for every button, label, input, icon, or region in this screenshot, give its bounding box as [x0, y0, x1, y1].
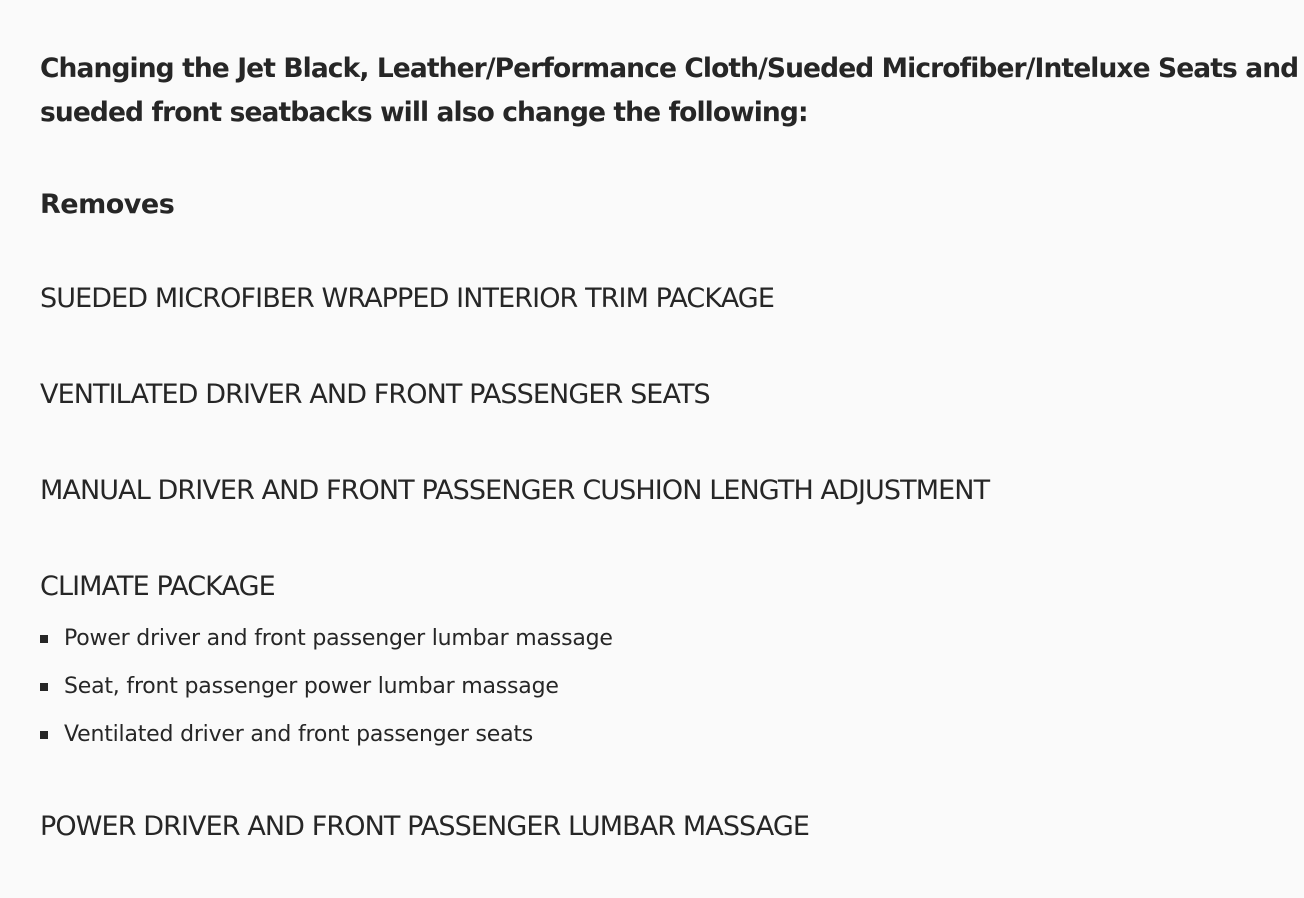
square-bullet-icon — [40, 635, 48, 643]
square-bullet-icon — [40, 731, 48, 739]
change-summary-heading: Changing the Jet Black, Leather/Performance Cloth/Sueded Microfiber/Inteluxe Seats and sueded front seatbacks will also change the following: — [40, 53, 1299, 128]
removed-item-ventilated-seats: VENTILATED DRIVER AND FRONT PASSENGER SEATS — [40, 379, 710, 410]
removed-item-lumbar-massage: POWER DRIVER AND FRONT PASSENGER LUMBAR MASSAGE — [40, 811, 810, 842]
list-item — [40, 663, 613, 711]
list-item-label: Seat, front passenger power lumbar massage — [64, 674, 559, 699]
removed-item-manual-cushion-adjustment: MANUAL DRIVER AND FRONT PASSENGER CUSHION LENGTH ADJUSTMENT — [40, 475, 990, 506]
list-item-label: Power driver and front passenger lumbar massage — [64, 626, 613, 651]
climate-package-contents — [40, 615, 613, 759]
removed-item-sueded-microfiber-trim: SUEDED MICROFIBER WRAPPED INTERIOR TRIM PACKAGE — [40, 283, 774, 314]
list-item — [40, 615, 613, 663]
list-item-label: Ventilated driver and front passenger seats — [64, 722, 534, 747]
removed-item-climate-package: CLIMATE PACKAGE — [40, 571, 275, 602]
removes-label: Removes — [40, 189, 175, 220]
list-item — [40, 711, 613, 759]
square-bullet-icon — [40, 683, 48, 691]
